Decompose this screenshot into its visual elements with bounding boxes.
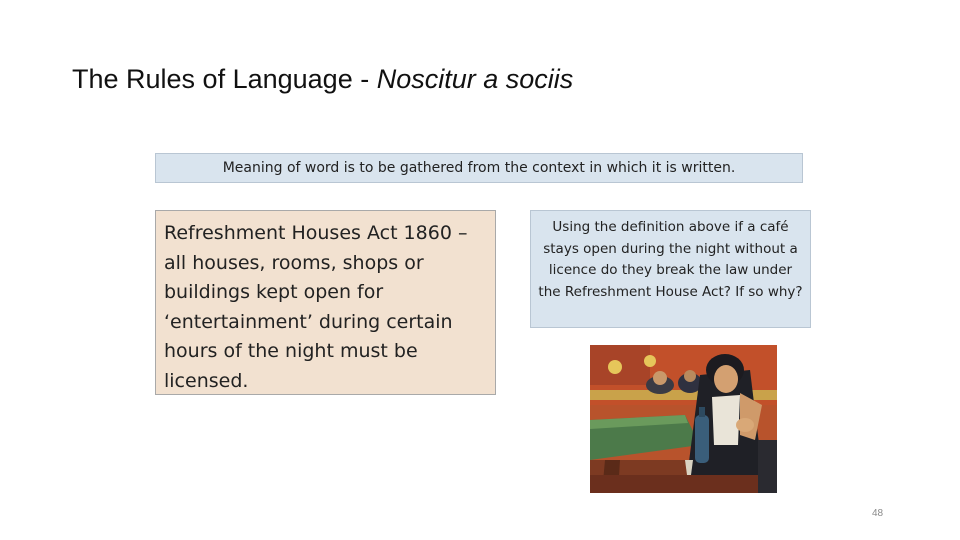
cafe-painting-image [590, 345, 777, 493]
page-number: 48 [872, 508, 884, 519]
act-text: Refreshment Houses Act 1860 – all houses, rooms, shops or buildings kept open for ‘entertainment’ during certain hours of the night must be licensed. [164, 222, 468, 392]
definition-box [155, 153, 803, 183]
act-quote-box [155, 210, 496, 395]
title-latin-phrase: Noscitur a sociis [376, 64, 574, 94]
question-text: Using the definition above if a café stays open during the night without a licence do they break the law under the Refreshment House Act? If so why? [538, 219, 803, 300]
definition-text: Meaning of word is to be gathered from the context in which it is written. [222, 160, 736, 176]
title-main: The Rules of Language - [72, 64, 377, 94]
slide-title [72, 64, 573, 95]
question-box [530, 210, 811, 328]
